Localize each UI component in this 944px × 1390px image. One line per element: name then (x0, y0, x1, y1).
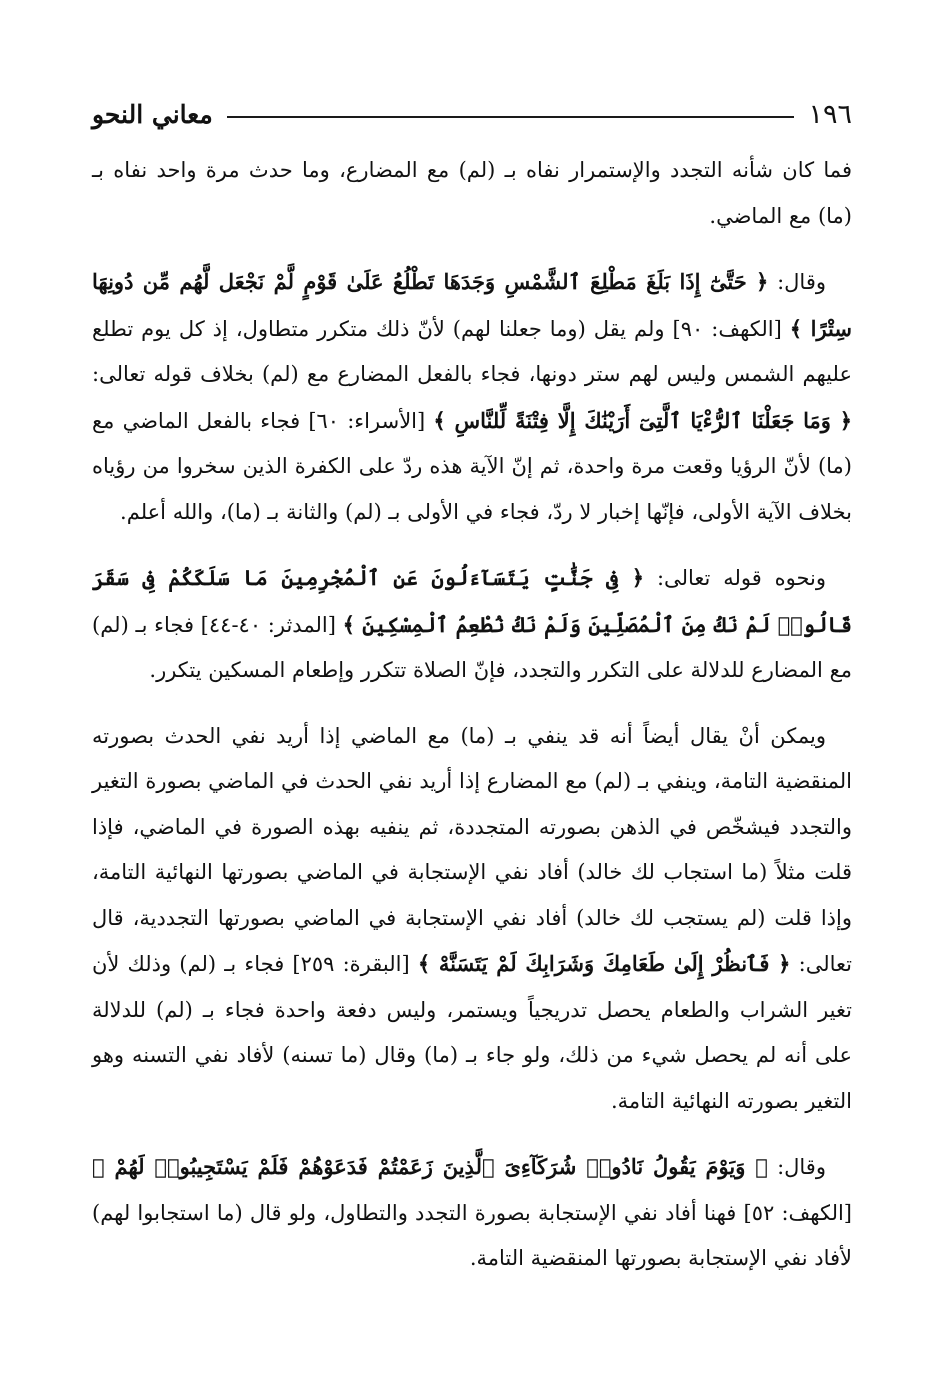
quran-verse: ﴿ حَتَّىٰٓ إِذَا بَلَغَ مَطْلِعَ ٱلشَّمْسِ وَجَدَهَا تَطْلُعُ عَلَىٰ قَوْمٍ لَّمْ نَجْعَل لَّهُم مِّن دُونِهَا سِتْرًا ﴾ (92, 269, 852, 341)
paragraph-5 (92, 1144, 852, 1282)
paragraph-3 (92, 555, 852, 694)
paragraph-text: ونحوه قوله تعالى: (644, 566, 826, 590)
paragraph-text: [الكهف: ٥٢] فهنا أفاد نفي الإستجابة بصورة التجدد والتطاول، ولو قال (ما استجابوا لهم) لأفاد نفي الإستجابة بصورتها المنقضية التامة. (92, 1200, 852, 1270)
paragraph-2 (92, 259, 852, 535)
quran-verse: ﴿ فِى جَنَّٰتٍ يَتَسَآءَلُونَ عَنِ ٱلْمُجْرِمِينَ مَا سَلَكَكُمْ فِى سَقَرَ قَالُوا۟ لَمْ نَكُ مِنَ ٱلْمُصَلِّينَ وَلَمْ نَكُ نُطْعِمُ ٱلْمِسْكِينَ ﴾ (92, 565, 853, 637)
quran-verse: ﴿ فَٱنظُرْ إِلَىٰ طَعَامِكَ وَشَرَابِكَ لَمْ يَتَسَنَّهْ ﴾ (417, 951, 791, 976)
paragraph-text: [البقرة: ٢٥٩] فجاء بـ (لم) وذلك لأن تغير الشراب والطعام يحصل تدريجياً ويستمر، وليس دفعة واحدة فجاء بـ (لم) للدلالة على أنه لم يحصل شيء من ذلك، ولو جاء بـ (ما) وقال (ما تسنه) لأفاد نفي التسنه وهو التغير بصورته النهائية التامة. (92, 952, 852, 1113)
quran-verse: ﴿ وَمَا جَعَلْنَا ٱلرُّءْيَا ٱلَّتِىٓ أَرَيْنَٰكَ إِلَّا فِتْنَةً لِّلنَّاسِ ﴾ (433, 407, 853, 433)
paragraph-text: [الأسراء: ٦٠] فجاء بالفعل الماضي مع (ما) لأنّ الرؤيا وقعت مرة واحدة، ثم إنّ الآية هذه ردّ على الكفرة الذين سخروا من رؤياه بخلاف الآية الأولى، فإنّها إخبار لا ردّ، فجاء في الأولى بـ (لم) والثانة بـ (ما)، والله أعلم. (92, 408, 852, 524)
paragraph-text: فما كان شأنه التجدد والإستمرار نفاه بـ (لم) مع المضارع، وما حدث مرة واحد نفاه بـ (ما) مع الماضي. (92, 158, 852, 228)
paragraph-text: [الكهف: ٩٠] ولم يقل (وما جعلنا لهم) لأنّ ذلك متكرر متطاول، إذ كل يوم تطلع عليهم الشمس وليس لهم ستر دونها، فجاء بالفعل المضارع مع (لم) بخلاف قوله تعالى: (92, 316, 852, 386)
paragraph-1 (92, 148, 852, 239)
paragraph-text: [المدثر: ٤٠-٤٤] فجاء بـ (لم) مع المضارع للدلالة على التكرر والتجدد، فإنّ الصلاة تتكرر وإطعام المسكين يتكرر. (92, 612, 852, 682)
paragraph-text: وقال: (768, 270, 826, 294)
page-body (92, 148, 852, 1302)
page-number: ١٩٦ (808, 98, 852, 130)
page-header (92, 92, 852, 136)
quran-verse: ﴿ وَيَوْمَ يَقُولُ نَادُوا۟ شُرَكَآءِىَ ٱلَّذِينَ زَعَمْتُمْ فَدَعَوْهُمْ فَلَمْ يَسْتَجِيبُوا۟ لَهُمْ ﴾ (92, 1154, 768, 1179)
book-title: معاني النحو (92, 99, 213, 129)
paragraph-4 (92, 714, 852, 1125)
paragraph-text: ويمكن أنْ يقال أيضاً أنه قد ينفي بـ (ما) مع الماضي إذا أريد نفي الحدث بصورته المنقضية التامة، وينفي بـ (لم) مع المضارع إذا أريد نفي الحدث في الماضي بصورة التغير والتجدد فيشخّص في الذهن بصورته المتجددة، ثم ينفيه بهذه الصورة في الماضي، فإذا قلت مثلاً (ما استجاب لك خالد) أفاد نفي الإستجابة في الماضي بصورتها النهائية التامة، وإذا قلت (لم يستجب لك خالد) أفاد نفي الإستجابة في الماضي بصورتها التجددية، قال تعالى: (92, 723, 852, 976)
header-rule (227, 116, 795, 118)
paragraph-text: وقال: (767, 1155, 826, 1179)
